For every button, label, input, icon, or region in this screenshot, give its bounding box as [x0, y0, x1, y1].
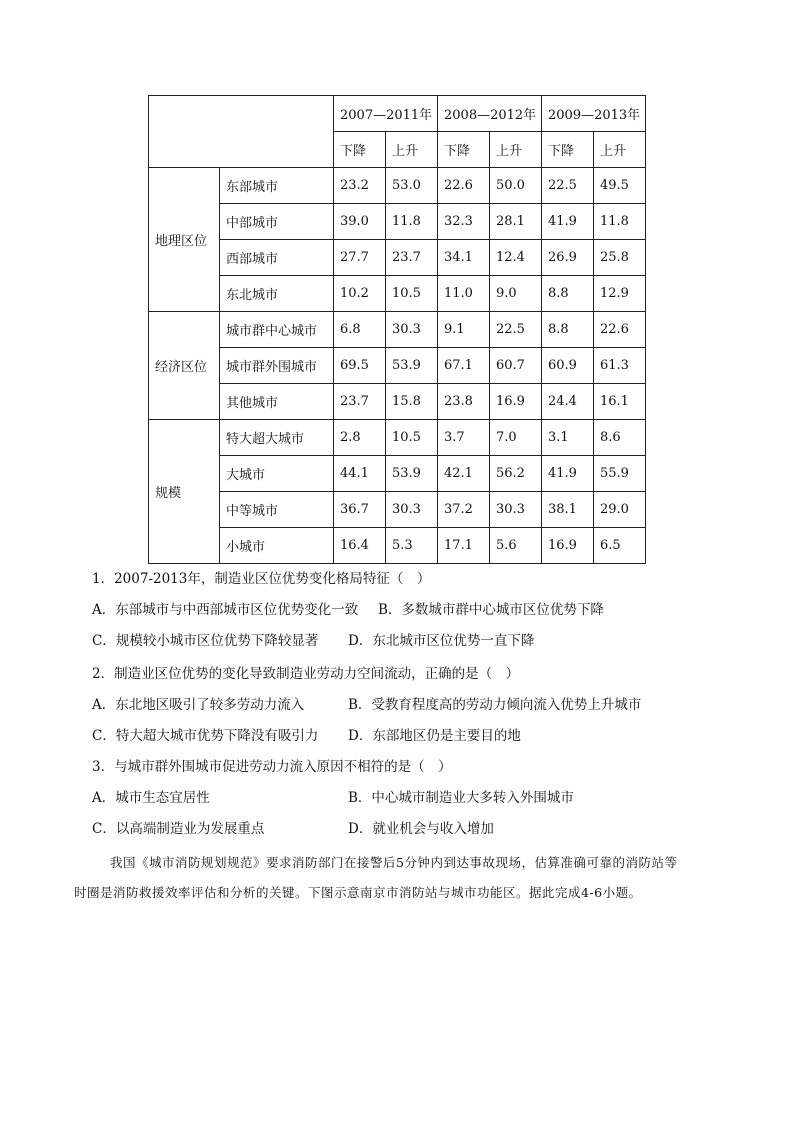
- value-cell: 15.8: [386, 384, 438, 420]
- group-label: 地理区位: [149, 168, 220, 312]
- value-cell: 11.8: [594, 204, 646, 240]
- value-cell: 39.0: [334, 204, 386, 240]
- question-1-option-c: C．规模较小城市区位优势下降较显著: [92, 633, 319, 649]
- value-cell: 34.1: [438, 240, 490, 276]
- value-cell: 60.7: [490, 348, 542, 384]
- value-cell: 5.6: [490, 528, 542, 564]
- value-cell: 3.7: [438, 420, 490, 456]
- value-cell: 44.1: [334, 456, 386, 492]
- value-cell: 42.1: [438, 456, 490, 492]
- value-cell: 11.8: [386, 204, 438, 240]
- intro-passage: [74, 848, 722, 908]
- table-row: [149, 420, 646, 456]
- question-1-option-a: A．东部城市与中西部城市区位优势变化一致: [92, 602, 359, 618]
- city-type-label: 中等城市: [220, 492, 334, 528]
- table-row: [149, 240, 646, 276]
- value-cell: 22.5: [490, 312, 542, 348]
- question-2-option-b: B．受教育程度高的劳动力倾向流入优势上升城市: [348, 697, 642, 713]
- value-cell: 8.8: [542, 276, 594, 312]
- intro-line-2: 时圈是消防救援效率评估和分析的关键。下图示意南京市消防站与城市功能区。据此完成4-6小题。: [74, 885, 642, 900]
- corner-cell: [149, 96, 334, 168]
- value-cell: 41.9: [542, 204, 594, 240]
- value-cell: 7.0: [490, 420, 542, 456]
- table-row: [149, 456, 646, 492]
- table-row: [149, 528, 646, 564]
- value-cell: 37.2: [438, 492, 490, 528]
- city-type-label: 其他城市: [220, 384, 334, 420]
- value-cell: 16.9: [542, 528, 594, 564]
- question-3-option-d: D．就业机会与收入增加: [348, 821, 494, 837]
- value-cell: 28.1: [490, 204, 542, 240]
- city-type-label: 小城市: [220, 528, 334, 564]
- question-3-option-c: C．以高端制造业为发展重点: [92, 821, 265, 837]
- value-cell: 53.9: [386, 456, 438, 492]
- value-cell: 22.6: [594, 312, 646, 348]
- data-table: [148, 95, 646, 564]
- table-row: [149, 348, 646, 384]
- value-cell: 41.9: [542, 456, 594, 492]
- value-cell: 11.0: [438, 276, 490, 312]
- period-header: 2009—2013年: [542, 96, 646, 132]
- question-2-stem: 2．制造业区位优势的变化导致制造业劳动力空间流动，正确的是（ ）: [92, 666, 520, 682]
- table-row: [149, 312, 646, 348]
- value-cell: 50.0: [490, 168, 542, 204]
- value-cell: 55.9: [594, 456, 646, 492]
- value-cell: 9.1: [438, 312, 490, 348]
- city-type-label: 东北城市: [220, 276, 334, 312]
- question-2-option-c: C．特大超大城市优势下降没有吸引力: [92, 728, 319, 744]
- table-row: [149, 168, 646, 204]
- city-type-label: 城市群外围城市: [220, 348, 334, 384]
- value-cell: 17.1: [438, 528, 490, 564]
- table-row: [149, 276, 646, 312]
- value-cell: 12.4: [490, 240, 542, 276]
- value-cell: 32.3: [438, 204, 490, 240]
- city-type-label: 西部城市: [220, 240, 334, 276]
- value-cell: 61.3: [594, 348, 646, 384]
- rise-header: 上升: [594, 132, 646, 168]
- value-cell: 22.6: [438, 168, 490, 204]
- value-cell: 29.0: [594, 492, 646, 528]
- value-cell: 30.3: [386, 492, 438, 528]
- value-cell: 24.4: [542, 384, 594, 420]
- value-cell: 23.7: [386, 240, 438, 276]
- value-cell: 9.0: [490, 276, 542, 312]
- value-cell: 23.7: [334, 384, 386, 420]
- value-cell: 10.5: [386, 276, 438, 312]
- city-type-label: 东部城市: [220, 168, 334, 204]
- table-row: [149, 492, 646, 528]
- period-header: 2008—2012年: [438, 96, 542, 132]
- value-cell: 38.1: [542, 492, 594, 528]
- city-type-label: 大城市: [220, 456, 334, 492]
- period-header: 2007—2011年: [334, 96, 438, 132]
- question-3-option-b: B．中心城市制造业大多转入外围城市: [348, 790, 574, 806]
- value-cell: 22.5: [542, 168, 594, 204]
- value-cell: 30.3: [386, 312, 438, 348]
- value-cell: 8.6: [594, 420, 646, 456]
- value-cell: 27.7: [334, 240, 386, 276]
- group-label: 规模: [149, 420, 220, 564]
- table-row: [149, 384, 646, 420]
- value-cell: 69.5: [334, 348, 386, 384]
- group-label: 经济区位: [149, 312, 220, 420]
- value-cell: 5.3: [386, 528, 438, 564]
- header-row-periods: [149, 96, 646, 132]
- value-cell: 67.1: [438, 348, 490, 384]
- question-3-stem: 3．与城市群外围城市促进劳动力流入原因不相符的是（ ）: [92, 759, 452, 775]
- value-cell: 25.8: [594, 240, 646, 276]
- question-1-option-b: B．多数城市群中心城市区位优势下降: [378, 602, 604, 618]
- value-cell: 16.1: [594, 384, 646, 420]
- question-3-option-a: A．城市生态宜居性: [92, 790, 210, 806]
- city-type-label: 特大超大城市: [220, 420, 334, 456]
- value-cell: 36.7: [334, 492, 386, 528]
- value-cell: 12.9: [594, 276, 646, 312]
- city-type-label: 中部城市: [220, 204, 334, 240]
- value-cell: 53.0: [386, 168, 438, 204]
- question-1-option-d: D．东北城市区位优势一直下降: [348, 633, 535, 649]
- rise-header: 上升: [386, 132, 438, 168]
- value-cell: 49.5: [594, 168, 646, 204]
- city-type-label: 城市群中心城市: [220, 312, 334, 348]
- table-row: [149, 204, 646, 240]
- value-cell: 16.9: [490, 384, 542, 420]
- question-1-stem: 1．2007-2013年，制造业区位优势变化格局特征（ ）: [92, 571, 431, 587]
- value-cell: 56.2: [490, 456, 542, 492]
- question-2-option-d: D．东部地区仍是主要目的地: [348, 728, 521, 744]
- decline-header: 下降: [334, 132, 386, 168]
- value-cell: 23.8: [438, 384, 490, 420]
- rise-header: 上升: [490, 132, 542, 168]
- value-cell: 26.9: [542, 240, 594, 276]
- value-cell: 6.8: [334, 312, 386, 348]
- value-cell: 6.5: [594, 528, 646, 564]
- value-cell: 60.9: [542, 348, 594, 384]
- value-cell: 10.2: [334, 276, 386, 312]
- question-2-option-a: A．东北地区吸引了较多劳动力流入: [92, 697, 305, 713]
- value-cell: 53.9: [386, 348, 438, 384]
- decline-header: 下降: [438, 132, 490, 168]
- intro-line-1: 我国《城市消防规划规范》要求消防部门在接警后5分钟内到达事故现场，估算准确可靠的消防站等: [110, 855, 678, 870]
- value-cell: 16.4: [334, 528, 386, 564]
- value-cell: 23.2: [334, 168, 386, 204]
- decline-header: 下降: [542, 132, 594, 168]
- value-cell: 2.8: [334, 420, 386, 456]
- value-cell: 8.8: [542, 312, 594, 348]
- value-cell: 10.5: [386, 420, 438, 456]
- value-cell: 3.1: [542, 420, 594, 456]
- value-cell: 30.3: [490, 492, 542, 528]
